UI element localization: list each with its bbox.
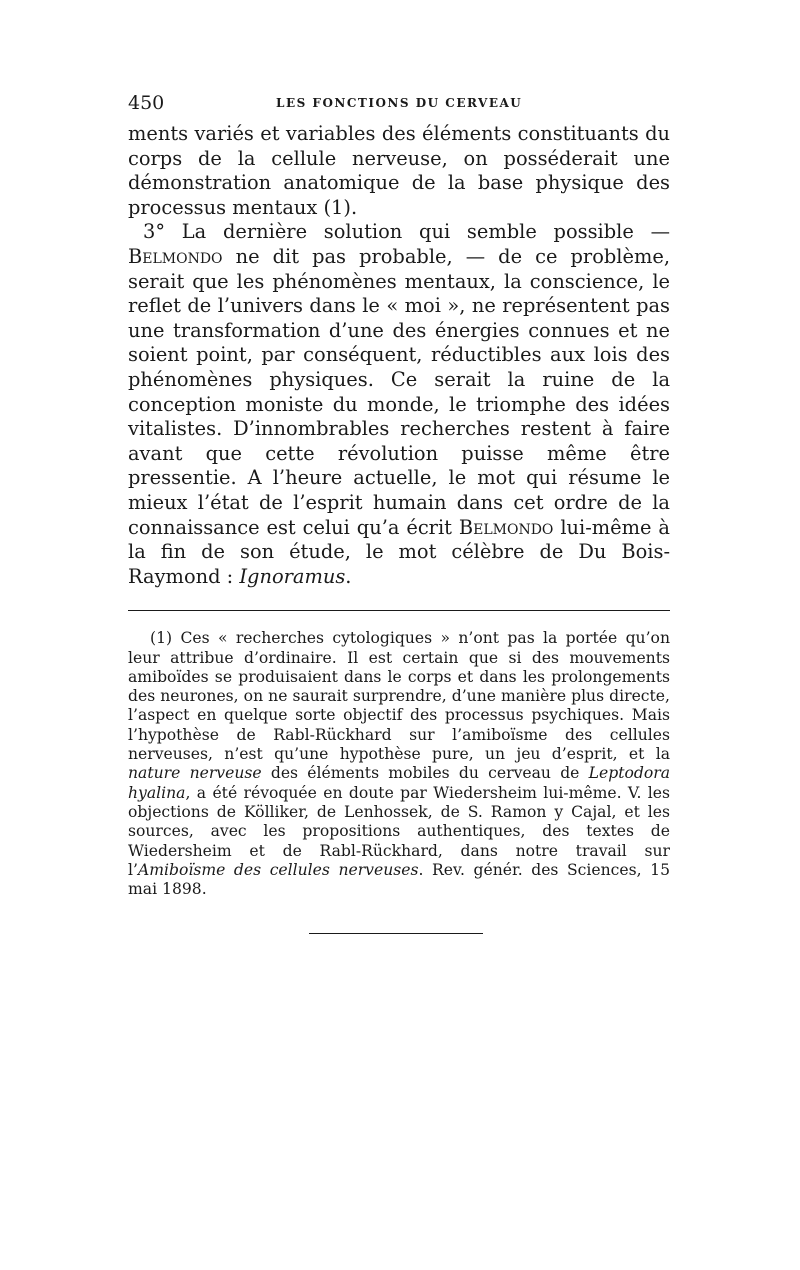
paragraph-2-text: lui-même à la fin de son étude, le mot célèbre de Du Bois-Raymond : [128,515,670,588]
author-name-belmondo: Belmondo [128,244,223,268]
end-of-chapter-rule [309,933,483,934]
footnote-italic: nature nerveuse [128,764,262,783]
footnote-text: (1) Ces « recherches cytologiques » n’ont pas la portée qu’on leur attribue d’ordinaire. Il est certain que si des mouvements amiboïdes se produisaient dans le corps et dans les prolongements des neurones, on ne saurait surprendre, d’une manière plus directe, l’aspect en quelque sorte objectif des processus psychiques. Mais l’hypothèse de Rabl-Rückhard sur l’amiboïsme des cellules nerveuses, n’est qu’une hypothèse pure, un jeu d’esprit, et la [128,629,670,764]
footnote-italic: Amiboïsme des cellules nerveuses [137,860,419,879]
author-name-belmondo: Belmondo [458,515,554,539]
paragraph-1: ments variés et variables des éléments constituants du corps de la cellule nerveuse, on posséderait une démonstration anatomique de la base physique des processus mentaux (1). [128,122,670,219]
paragraph-2-text: . [345,564,352,588]
paragraph-2-text: 3° La dernière solution qui semble possible — [143,220,670,244]
book-page [128,92,670,899]
main-text [128,122,670,589]
italic-ignoramus: Ignoramus [239,564,346,588]
running-title: LES FONCTIONS DU CERVEAU [276,96,523,110]
footnote-text: des éléments mobiles du cerveau de [261,764,589,783]
running-header [128,92,670,118]
page-number: 450 [128,92,165,114]
footnote-1 [128,629,670,899]
footnote-text: . Rev. génér. des Sciences, 15 mai 1898. [128,860,670,899]
footnote-text: , a été révoquée en doute par Wiedersheim lui-même. V. les objections de Kölliker, de Lenhossek, de S. Ramon y Cajal, et les sources, avec les propositions authentiques, des textes de Wiedersheim et de Rabl-Rückhard, dans notre travail sur l’ [128,783,670,879]
paragraph-2 [128,220,670,589]
footnote-separator [128,610,670,611]
footnote-italic: Leptodora hyalina [128,764,670,802]
paragraph-2-text: ne dit pas probable, — de ce problème, serait que les phénomènes mentaux, la conscience, le reflet de l’univers dans le « moi », ne représentent pas une transformation d’une des énergies connues et ne soient point, par conséquent, réductibles aux lois des phénomènes physiques. Ce serait la ruine de la conception moniste du monde, le triomphe des idées vitalistes. D’innombrables recherches restent à faire avant que cette révolution puisse même être pressentie. A l’heure actuelle, le mot qui résume le mieux l’état de l’esprit humain dans cet ordre de la connaissance est celui qu’a écrit [128,244,670,539]
